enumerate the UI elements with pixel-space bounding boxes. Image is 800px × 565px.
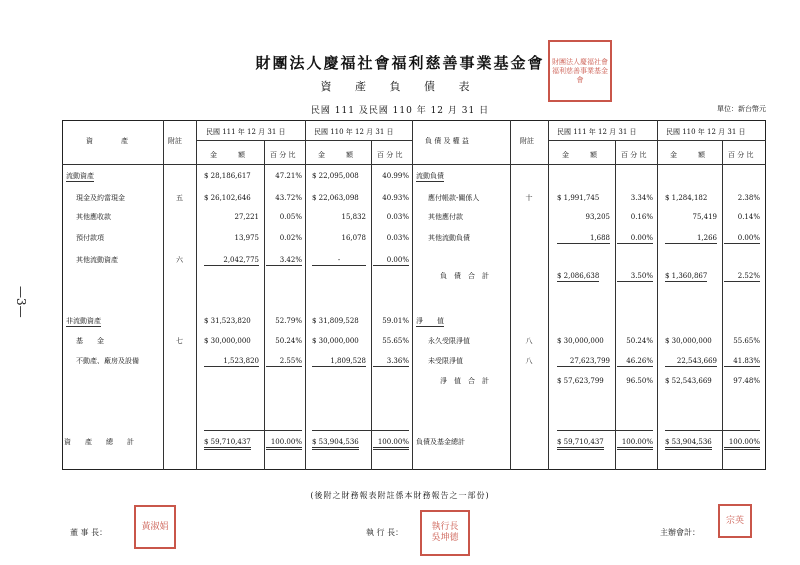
asset-pct-110: 55.65% (382, 337, 409, 345)
header-pct: 百 分 比 (270, 151, 296, 159)
liab-total-110: $ 1,360,867 (665, 272, 708, 280)
total-rule (557, 430, 653, 431)
equity-total-pct-110: 97.48% (733, 377, 760, 385)
header-year-111: 民國 111 年 12 月 31 日 (206, 128, 286, 136)
header-pct: 百 分 比 (377, 151, 403, 159)
equity-total-111: $ 57,623,799 (557, 377, 604, 385)
total-rule (312, 430, 409, 431)
asset-pct-110: 40.99% (382, 172, 409, 180)
asset-amount-111: $ 26,102,646 (204, 194, 251, 202)
balance-sheet-frame (62, 120, 766, 470)
liab-label: 流動負債 (416, 172, 444, 180)
col-divider (722, 140, 723, 470)
asset-pct-110: 3.36% (373, 357, 409, 367)
header-year-110: 民國 110 年 12 月 31 日 (666, 128, 746, 136)
total-rule (204, 430, 302, 431)
grand-total-110: $ 53,904,536 (665, 438, 712, 450)
asset-amount-111: 1,523,820 (204, 357, 259, 367)
asset-note: 六 (176, 256, 183, 264)
equity-label: 淨 值 (416, 317, 444, 325)
equity-item-label: 永久受限淨值 (428, 337, 470, 345)
liab-label: 其他流動負債 (428, 234, 470, 242)
asset-label: 其他流動資產 (76, 256, 118, 264)
equity-amount-111: $ 30,000,000 (557, 337, 604, 345)
executive-seal (420, 510, 470, 556)
header-liabilities: 負 債 及 權 益 (425, 137, 469, 145)
liab-pct-110: 0.00% (724, 234, 760, 244)
asset-label: 其他應收款 (76, 213, 111, 221)
liab-total-label: 負 債 合 計 (440, 272, 489, 280)
col-divider (163, 120, 164, 470)
asset-amount-110: 15,832 (341, 213, 366, 221)
accountant-seal: 宗英 (718, 504, 752, 538)
asset-pct-111: 0.05% (279, 213, 302, 221)
chairman-label: 董 事 長： (70, 528, 108, 537)
asset-pct-110: 0.03% (386, 213, 409, 221)
equity-amount-110: 22,543,669 (665, 357, 717, 367)
liab-total-pct-110: 2.52% (724, 272, 760, 282)
liab-amount-111: 93,205 (585, 213, 610, 221)
asset-note: 五 (176, 194, 183, 202)
grand-total-111: $ 59,710,437 (557, 438, 604, 450)
header-amount: 金 額 (670, 151, 705, 159)
asset-pct-111: 2.55% (266, 357, 302, 367)
accountant-label: 主辦會計： (660, 528, 700, 537)
unit-label: 單位：新台幣元 (717, 105, 766, 113)
executive-seal-name: 吳坤德 (431, 533, 459, 543)
report-date: 民國 111 及民國 110 年 12 月 31 日 (310, 106, 490, 116)
asset-label: 基 金 (76, 337, 104, 345)
asset-note: 七 (176, 337, 183, 345)
asset-amount-110: $ 22,063,098 (312, 194, 359, 202)
seal-text: 執行 (431, 522, 450, 532)
liab-amount-110: 75,419 (692, 213, 717, 221)
equity-amount-110: $ 30,000,000 (665, 337, 712, 345)
asset-label: 不動產、廠房及設備 (76, 357, 139, 365)
liab-pct-111: 3.34% (630, 194, 653, 202)
grand-total-label: 負債及基金總計 (416, 438, 465, 446)
asset-amount-111: 27,221 (234, 213, 259, 221)
header-pct: 百 分 比 (621, 151, 647, 159)
asset-pct-111: 50.24% (275, 337, 302, 345)
col-divider (196, 120, 197, 470)
header-note: 附註 (168, 137, 182, 145)
equity-note: 八 (525, 337, 533, 345)
equity-pct-110: 55.65% (733, 337, 760, 345)
liab-pct-111: 0.00% (617, 234, 653, 244)
asset-label: 預付款項 (76, 234, 104, 242)
asset-amount-110: $ 30,000,000 (312, 337, 359, 345)
total-rule (665, 430, 760, 431)
header-year-111: 民國 111 年 12 月 31 日 (557, 128, 637, 136)
equity-total-110: $ 52,543,669 (665, 377, 712, 385)
liab-label: 應付帳款-關係人 (428, 194, 480, 202)
equity-total-pct-111: 96.50% (626, 377, 653, 385)
liab-amount-110: $ 1,284,182 (665, 194, 708, 202)
asset-amount-110: 1,809,528 (312, 357, 366, 367)
asset-pct-110: 0.00% (373, 256, 409, 266)
col-divider (615, 140, 616, 470)
liab-amount-110: 1,266 (665, 234, 717, 244)
equity-pct-111: 50.24% (626, 337, 653, 345)
asset-label: 流動資產 (66, 172, 94, 180)
liab-pct-110: 0.14% (737, 213, 760, 221)
header-amount: 金 額 (318, 151, 353, 159)
asset-amount-110: 16,078 (341, 234, 366, 242)
header-amount: 金 額 (562, 151, 597, 159)
foundation-seal: 財團法人慶福社會福利慈善事業基金會 (548, 40, 612, 102)
asset-amount-111: 2,042,775 (204, 256, 259, 266)
report-subtitle: 資 產 負 債 表 (320, 80, 480, 93)
asset-amount-111: $ 31,523,820 (204, 317, 251, 325)
col-divider (510, 120, 511, 470)
equity-pct-110: 41.83% (724, 357, 760, 367)
equity-item-label: 未受限淨值 (428, 357, 463, 365)
asset-pct-111: 3.42% (266, 256, 302, 266)
equity-amount-111: 27,623,799 (557, 357, 610, 367)
liab-pct-110: 2.38% (737, 194, 760, 202)
col-divider (264, 140, 265, 470)
liab-total-pct-111: 3.50% (617, 272, 653, 282)
asset-amount-110: $ 22,095,008 (312, 172, 359, 180)
asset-amount-111: 13,975 (234, 234, 259, 242)
asset-amount-110: - (312, 256, 366, 266)
equity-pct-111: 46.26% (617, 357, 653, 367)
asset-total-110: $ 53,904,536 (312, 438, 359, 450)
equity-total-label: 淨 值 合 計 (440, 377, 489, 385)
asset-total-pct-111: 100.00% (266, 438, 302, 450)
report-title: 財團法人慶福社會福利慈善事業基金會 (255, 54, 545, 72)
liab-amount-111: $ 1,991,745 (557, 194, 600, 202)
asset-pct-110: 0.03% (386, 234, 409, 242)
header-rule (548, 140, 766, 141)
liab-label: 其他應付款 (428, 213, 463, 221)
liab-note: 十 (525, 194, 533, 202)
asset-label: 非流動資產 (66, 317, 101, 325)
asset-pct-110: 40.93% (382, 194, 409, 202)
seal-text: 長 (449, 522, 459, 532)
col-divider (657, 120, 658, 470)
asset-amount-110: $ 31,809,528 (312, 317, 359, 325)
asset-total-label: 資 產 總 計 (64, 438, 134, 446)
footer-note: (後附之財務報表附註係本財務報告之一部份) (310, 491, 490, 500)
col-divider (548, 120, 549, 470)
asset-pct-111: 0.02% (279, 234, 302, 242)
liab-pct-111: 0.16% (630, 213, 653, 221)
equity-note: 八 (525, 357, 533, 365)
asset-amount-111: $ 30,000,000 (204, 337, 251, 345)
header-assets: 資 產 (86, 137, 128, 145)
col-divider (305, 120, 306, 470)
page-number: —3— (14, 286, 28, 318)
header-pct: 百 分 比 (728, 151, 754, 159)
executive-seal-title (431, 522, 458, 533)
asset-pct-111: 52.79% (275, 317, 302, 325)
header-rule (196, 140, 412, 141)
header-rule (62, 164, 766, 165)
col-divider (412, 120, 413, 470)
executive-label: 執 行 長： (366, 528, 404, 537)
asset-pct-110: 59.01% (382, 317, 409, 325)
col-divider (371, 140, 372, 470)
asset-total-111: $ 59,710,437 (204, 438, 251, 450)
liab-total-111: $ 2,086,638 (557, 272, 600, 280)
asset-amount-111: $ 28,186,617 (204, 172, 251, 180)
liab-amount-111: 1,688 (557, 234, 610, 244)
header-year-110: 民國 110 年 12 月 31 日 (314, 128, 394, 136)
grand-total-pct-110: 100.00% (724, 438, 760, 450)
asset-pct-111: 43.72% (275, 194, 302, 202)
chairman-seal: 黃淑娟 (134, 505, 176, 549)
asset-pct-111: 47.21% (275, 172, 302, 180)
header-note: 附註 (520, 137, 534, 145)
header-amount: 金 額 (210, 151, 245, 159)
asset-total-pct-110: 100.00% (373, 438, 409, 450)
asset-label: 現金及約當現金 (76, 194, 125, 202)
grand-total-pct-111: 100.00% (617, 438, 653, 450)
